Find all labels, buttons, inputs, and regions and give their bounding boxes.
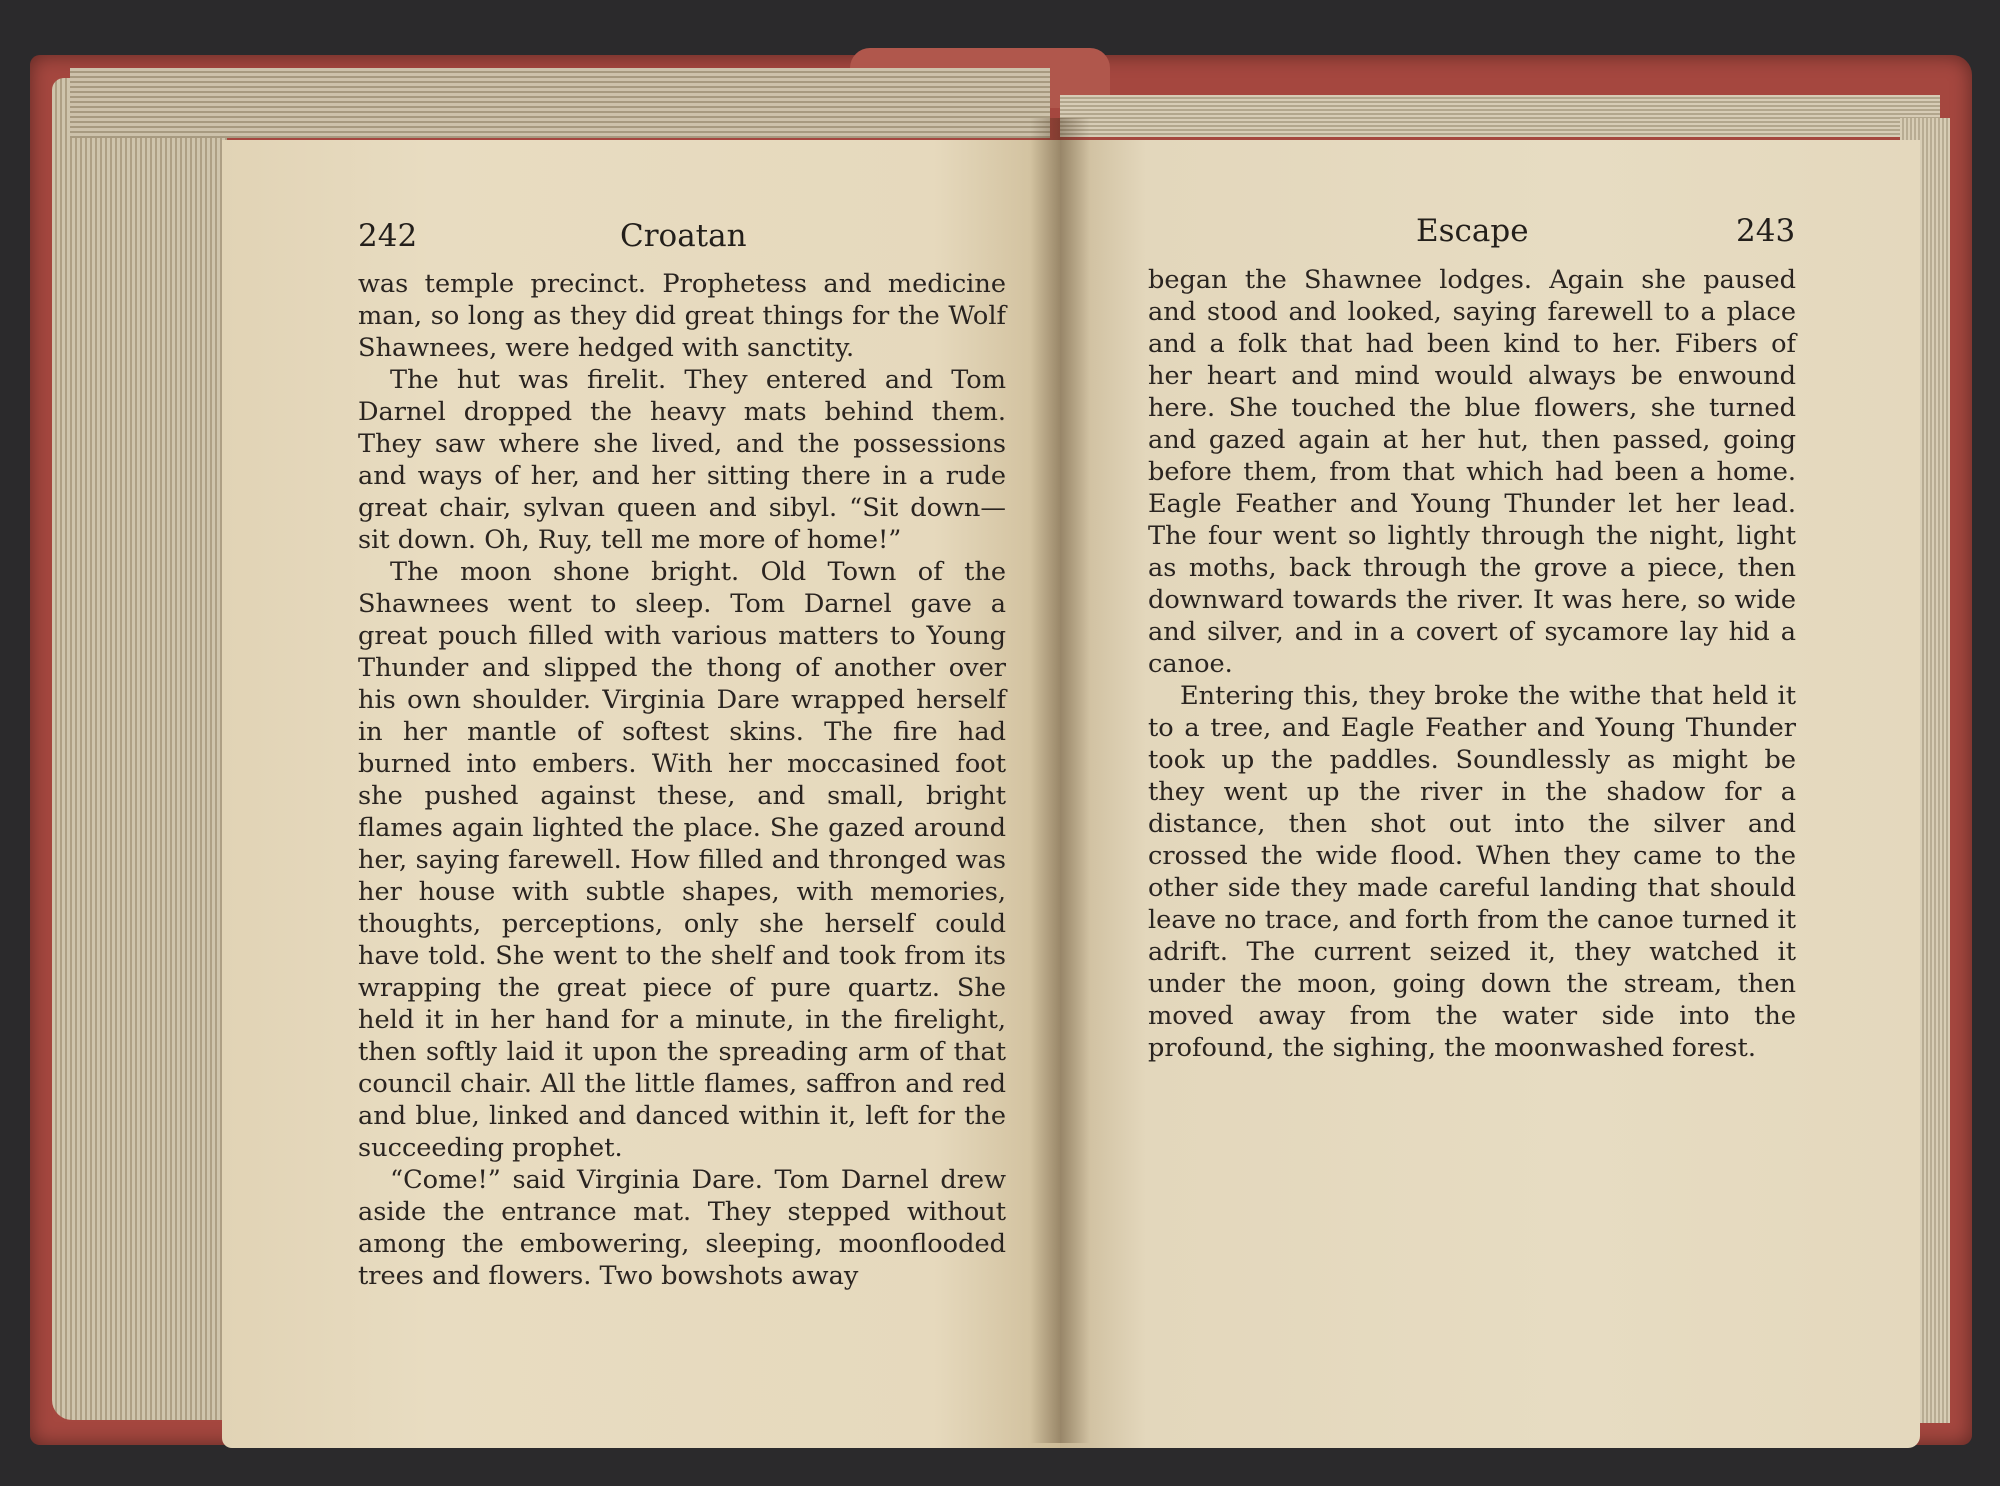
left-paragraph-2: The hut was firelit. They entered and Tom Darnel dropped the heavy mats behind them. They saw where she lived, and the possessions and ways of her, and her sitting there in a rude great chair, sylvan queen and sibyl. “Sit down—sit down. Oh, Ruy, tell me more of home!”	[358, 365, 1006, 555]
left-paragraph-4: “Come!” said Virginia Dare. Tom Darnel drew aside the entrance mat. They stepped without among the embowering, sleeping, moonflooded trees and flowers. Two bowshots away	[358, 1165, 1006, 1291]
right-page	[1060, 140, 1920, 1448]
left-body-text	[358, 268, 1006, 1292]
page-edges-left	[52, 78, 227, 1420]
left-page	[222, 140, 1060, 1448]
right-running-head: Escape	[1416, 213, 1529, 249]
right-body-text	[1148, 264, 1796, 1064]
left-paragraph-3: The moon shone bright. Old Town of the Shawnees went to sleep. Tom Darnel gave a great pouch filled with various matters to Young Thunder and slipped the thong of another over his own shoulder. Virginia Dare wrapped herself in her mantle of softest skins. The fire had burned into embers. With her moccasined foot she pushed against these, and small, bright flames again lighted the place. She gazed around her, saying farewell. How filled and thronged was her house with subtle shapes, with memories, thoughts, perceptions, only she herself could have told. She went to the shelf and took from its wrapping the great piece of pure quartz. She held it in her hand for a minute, in the firelight, then softly laid it upon the spreading arm of that council chair. All the little flames, saffron and red and blue, linked and danced within it, left for the succeeding prophet.	[358, 557, 1006, 1163]
book-gutter	[1030, 118, 1090, 1443]
right-page-number: 243	[1736, 213, 1796, 249]
left-page-number: 242	[358, 218, 418, 254]
page-edges-top-right	[1060, 95, 1940, 137]
right-paragraph-2: Entering this, they broke the withe that held it to a tree, and Eagle Feather and Young Thunder took up the paddles. Soundlessly as might be they went up the river in the shadow for a distance, then shot out into the silver and crossed the wide flood. When they came to the other side they made careful landing that should leave no trace, and forth from the canoe turned it adrift. The current seized it, they watched it under the moon, going down the stream, then moved away from the water side into the profound, the sighing, the moonwashed forest.	[1148, 681, 1796, 1063]
page-edges-top-left	[70, 68, 1050, 138]
left-running-head: Croatan	[620, 218, 747, 254]
right-paragraph-1: began the Shawnee lodges. Again she paused and stood and looked, saying farewell to a place and a folk that had been kind to her. Fibers of her heart and mind would always be enwound here. She touched the blue flowers, she turned and gazed again at her hut, then passed, going before them, from that which had been a home. Eagle Feather and Young Thunder let her lead. The four went so lightly through the night, light as moths, back through the grove a piece, then downward towards the river. It was here, so wide and silver, and in a covert of sycamore lay hid a canoe.	[1148, 265, 1796, 679]
left-paragraph-1: was temple precinct. Prophetess and medicine man, so long as they did great things for the Wolf Shawnees, were hedged with sanctity.	[358, 269, 1006, 363]
